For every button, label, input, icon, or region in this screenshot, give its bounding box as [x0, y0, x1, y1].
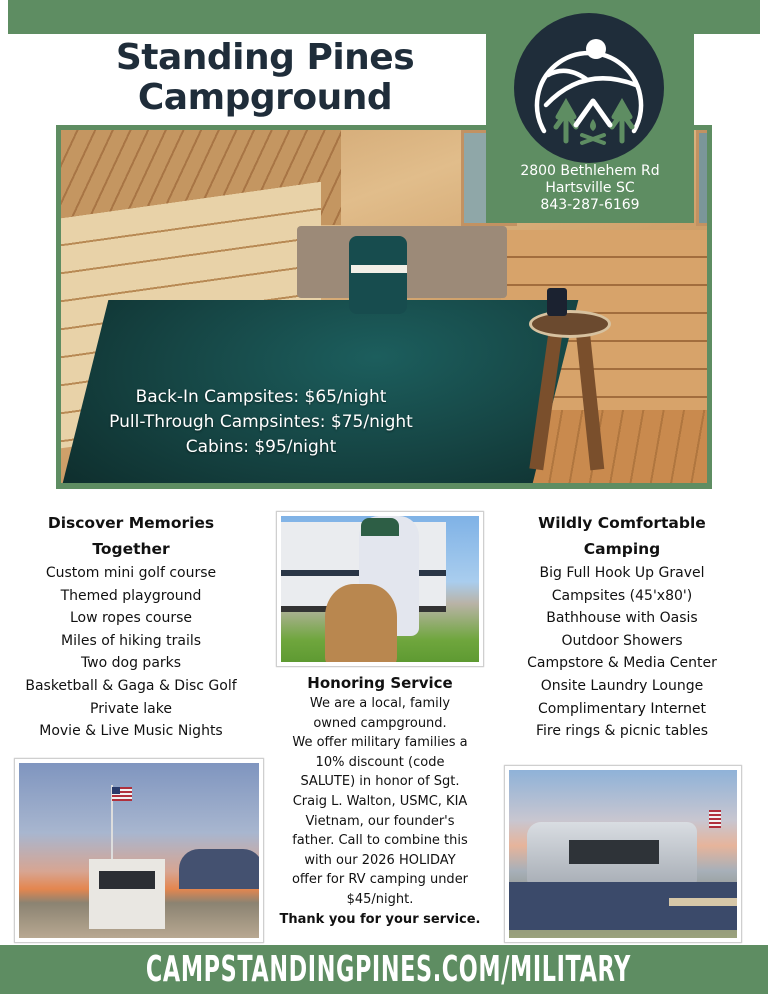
service-text-line: offer for RV camping under: [291, 872, 469, 888]
sunset-rv-photo: [14, 758, 264, 943]
storm-clouds: [179, 849, 259, 889]
list-item: Campsites (45'x80'): [551, 587, 693, 604]
price-pull-through: Pull-Through Campsintes: $75/night: [109, 412, 413, 432]
family-photo-image: [281, 516, 479, 662]
phone-number[interactable]: 843-287-6169: [540, 197, 640, 213]
city-state: Hartsville SC: [545, 180, 635, 196]
list-item: Complimentary Internet: [538, 700, 706, 717]
contact-address: [486, 163, 694, 214]
child-head: [325, 584, 397, 662]
list-item: Private lake: [90, 700, 172, 717]
amenities-heading-line-1: Wildly Comfortable: [538, 514, 706, 532]
list-item: Movie & Live Music Nights: [39, 723, 223, 740]
honoring-service-heading: Honoring Service: [307, 674, 453, 692]
service-text-line: father. Call to combine this: [292, 833, 468, 849]
activities-section: [0, 510, 262, 743]
tumbler-cup: [547, 288, 567, 316]
campground-logo-icon: [514, 13, 664, 163]
list-item: Outdoor Showers: [561, 632, 683, 649]
street-address: 2800 Bethlehem Rd: [520, 163, 660, 179]
picnic-table: [669, 898, 737, 906]
service-text-line: $45/night.: [346, 891, 414, 907]
honoring-service-section: [272, 672, 488, 930]
rv-window: [99, 871, 155, 889]
service-text-line: We offer military families a: [292, 735, 468, 751]
airstream-campsite-photo: [504, 765, 742, 943]
activities-heading: [0, 510, 262, 562]
activities-heading-line-1: Discover Memories: [47, 514, 215, 532]
fifth-wheel-rv: [89, 859, 165, 929]
list-item: Themed playground: [60, 587, 202, 604]
list-item: Low ropes course: [69, 610, 193, 627]
list-item: Fire rings & picnic tables: [535, 723, 709, 740]
price-back-in: Back-In Campsites: $65/night: [135, 387, 387, 407]
price-cabins: Cabins: $95/night: [185, 437, 337, 457]
service-text-line: owned campground.: [313, 715, 447, 731]
ribbon-bow: [351, 265, 407, 273]
service-text-line: 10% discount (code: [315, 754, 445, 770]
list-item: Big Full Hook Up Gravel: [539, 565, 705, 581]
activities-heading-line-2: Together: [92, 540, 170, 558]
airstream-photo-image: [509, 770, 737, 938]
title-line-2: Campground: [137, 77, 393, 118]
green-beanie: [361, 518, 399, 536]
sunset-photo-image: [19, 763, 259, 938]
amenities-heading: [500, 510, 744, 562]
service-text-line: Vietnam, our founder's: [305, 813, 455, 829]
amenities-heading-line-2: Camping: [583, 540, 661, 558]
list-item: Custom mini golf course: [45, 565, 217, 581]
service-text-line: with our 2026 HOLIDAY: [304, 852, 456, 868]
us-flag-icon: [709, 810, 721, 828]
list-item: Two dog parks: [80, 655, 182, 672]
list-item: Bathhouse with Oasis: [546, 610, 698, 627]
list-item: Onsite Laundry Lounge: [540, 677, 704, 694]
title-line-1: Standing Pines: [115, 37, 415, 78]
log-stool: [529, 310, 611, 338]
trailer-windows: [569, 840, 659, 864]
list-item: Basketball & Gaga & Disc Golf: [25, 677, 237, 694]
rolled-blanket: [349, 236, 407, 314]
thank-you-text: Thank you for your service.: [279, 911, 481, 927]
list-item: Campstore & Media Center: [527, 655, 717, 672]
flag-canton: [112, 787, 120, 794]
campsite-deck: [509, 882, 737, 930]
page-title: [60, 38, 470, 118]
service-text-line: We are a local, family: [309, 696, 451, 711]
service-text-line: Craig L. Walton, USMC, KIA: [292, 793, 468, 809]
family-rv-photo: [276, 511, 484, 667]
service-text-line: SALUTE) in honor of Sgt.: [300, 774, 460, 790]
pricing-list: [81, 385, 441, 460]
window-right: [696, 130, 707, 226]
amenities-section: [500, 510, 744, 743]
website-url-link[interactable]: CAMPSTANDINGPINES.COM/MILITARY: [145, 949, 631, 990]
list-item: Miles of hiking trails: [60, 632, 202, 649]
